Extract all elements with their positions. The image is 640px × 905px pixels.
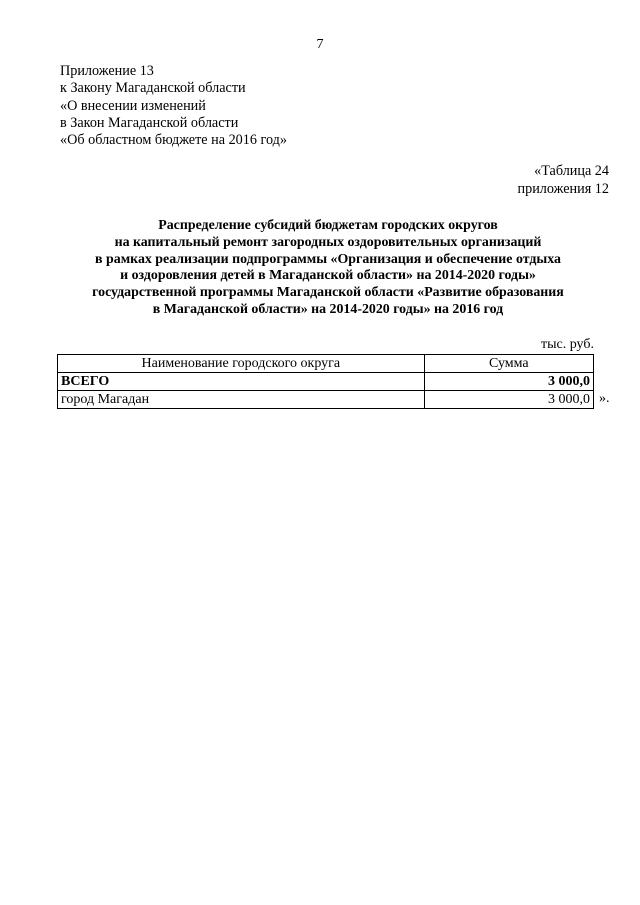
- appendix-line: Приложение 13: [60, 63, 154, 79]
- appendix-line: к Закону Магаданской области: [60, 80, 246, 97]
- row-name: город Магадан: [58, 391, 425, 409]
- appendix-line: «Об областном бюджете на 2016 год»: [60, 132, 287, 149]
- table-reference: [518, 163, 609, 198]
- title-line: Распределение субсидий бюджетам городских округов: [158, 218, 498, 233]
- table-reference-line: «Таблица 24: [534, 163, 609, 179]
- units-label: тыс. руб.: [541, 337, 594, 352]
- table-row-total: [58, 373, 594, 391]
- title-line: в Магаданской области» на 2014-2020 годы» на 2016 год: [152, 301, 504, 317]
- document-title: [40, 218, 616, 319]
- title-line: и оздоровления детей в Магаданской области» на 2014-2020 годы»: [120, 268, 536, 284]
- closing-quote-mark: ».: [599, 391, 610, 406]
- table-row: [58, 391, 594, 409]
- table-header-row: [58, 355, 594, 373]
- header-sum: Сумма: [424, 355, 593, 373]
- appendix-line: в Закон Магаданской области: [60, 114, 239, 131]
- row-sum: 3 000,0: [424, 373, 593, 391]
- appendix-header: [60, 63, 287, 149]
- title-line: в рамках реализации подпрограммы «Организация и обеспечение отдыха: [95, 251, 561, 267]
- title-line: государственной программы Магаданской области «Развитие образования: [92, 285, 564, 301]
- row-sum: 3 000,0: [424, 391, 593, 409]
- header-name: Наименование городского округа: [58, 355, 425, 373]
- subsidy-table: [57, 354, 594, 409]
- appendix-line: «О внесении изменений: [60, 97, 206, 114]
- page-number: 7: [316, 37, 324, 52]
- table-reference-line: приложения 12: [517, 180, 609, 197]
- row-name: ВСЕГО: [58, 373, 425, 391]
- title-line: на капитальный ремонт загородных оздоровительных организаций: [114, 234, 542, 250]
